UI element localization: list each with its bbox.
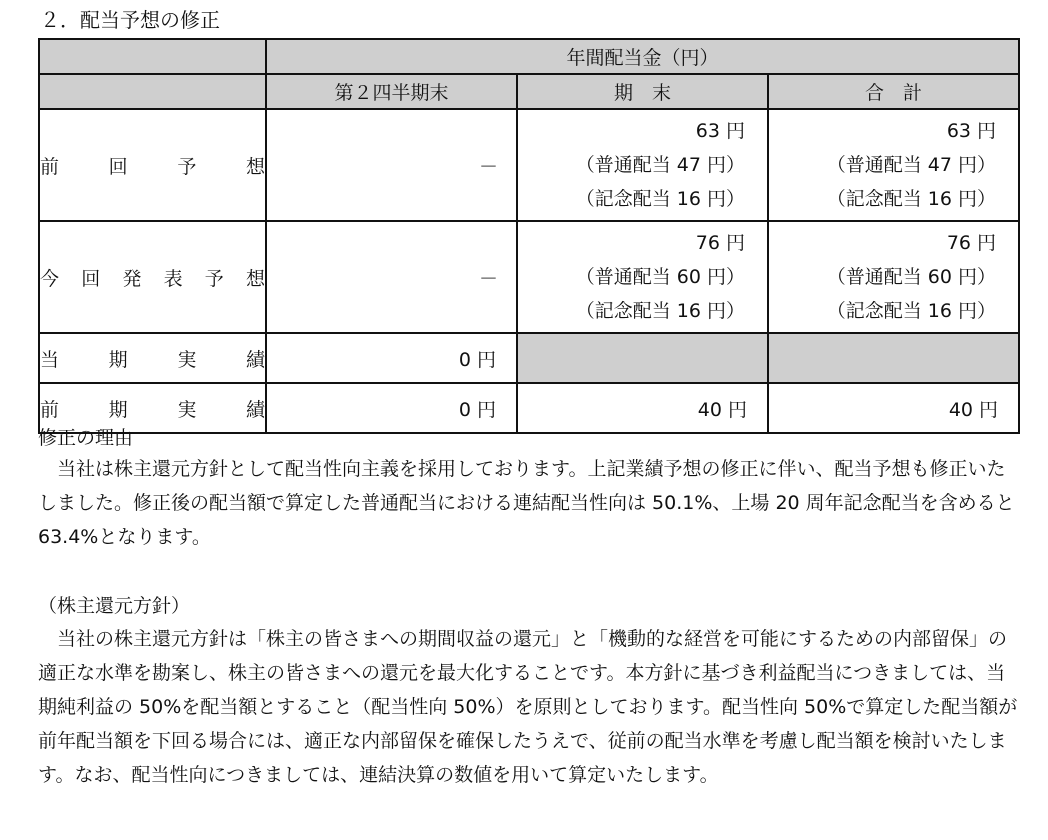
row-label-current: 今 回 発 表 予 想: [39, 221, 266, 333]
table-row-current: [39, 221, 1019, 333]
current-end-value: 76 円 （普通配当 60 円） （記念配当 16 円）: [517, 221, 768, 333]
current-q2-value: －: [266, 221, 517, 333]
table-row-this-actual: [39, 333, 1019, 383]
this-actual-q2-value: 0 円: [266, 333, 517, 383]
last-actual-total-value: 40 円: [768, 383, 1019, 433]
current-total-value: 76 円 （普通配当 60 円） （記念配当 16 円）: [768, 221, 1019, 333]
row-label-last-actual: 前 期 実 績: [39, 383, 266, 433]
section-heading: ２．配当予想の修正: [40, 8, 220, 32]
last-actual-q2-value: 0 円: [266, 383, 517, 433]
header-q2-end: 第２四半期末: [266, 74, 517, 109]
previous-total-value: 63 円 （普通配当 47 円） （記念配当 16 円）: [768, 109, 1019, 221]
table-row-previous: [39, 109, 1019, 221]
table-row-last-actual: [39, 383, 1019, 433]
row-label-this-actual: 当 期 実 績: [39, 333, 266, 383]
previous-end-value: 63 円 （普通配当 47 円） （記念配当 16 円）: [517, 109, 768, 221]
header-row-columns: [39, 74, 1019, 109]
header-row-group: [39, 39, 1019, 74]
header-fiscal-end: 期 末: [517, 74, 768, 109]
policy-title: （株主還元方針）: [38, 595, 191, 617]
reason-title: 修正の理由: [38, 427, 134, 449]
this-actual-total-empty: [768, 333, 1019, 383]
header-corner-cell: [39, 39, 266, 74]
row-label-previous: 前 回 予 想: [39, 109, 266, 221]
header-total: 合 計: [768, 74, 1019, 109]
header-annual-dividend: 年間配当金（円）: [266, 39, 1019, 74]
this-actual-end-empty: [517, 333, 768, 383]
last-actual-end-value: 40 円: [517, 383, 768, 433]
previous-q2-value: －: [266, 109, 517, 221]
header-corner-cell-2: [39, 74, 266, 109]
reason-body: 当社は株主還元方針として配当性向主義を採用しております。上記業績予想の修正に伴い、配当予想も修正いたしました。修正後の配当額で算定した普通配当における連結配当性向は 50.1%、上場 20 周年記念配当を含めると 63.4%となります。: [38, 458, 1015, 548]
dividend-table: [38, 38, 1020, 434]
policy-body: 当社の株主還元方針は「株主の皆さまへの期間収益の還元」と「機動的な経営を可能にするための内部留保」の適正な水準を勘案し、株主の皆さまへの還元を最大化することです。本方針に基づき利益配当につきましては、当期純利益の 50%を配当額とすること（配当性向 50%）を原則としております。配当性向 50%で算定した配当額が前年配当額を下回る場合には、適正な内部留保を確保したうえで、従前の配当水準を考慮し配当額を検討いたします。なお、配当性向につきましては、連結決算の数値を用いて算定いたします。: [38, 628, 1018, 786]
